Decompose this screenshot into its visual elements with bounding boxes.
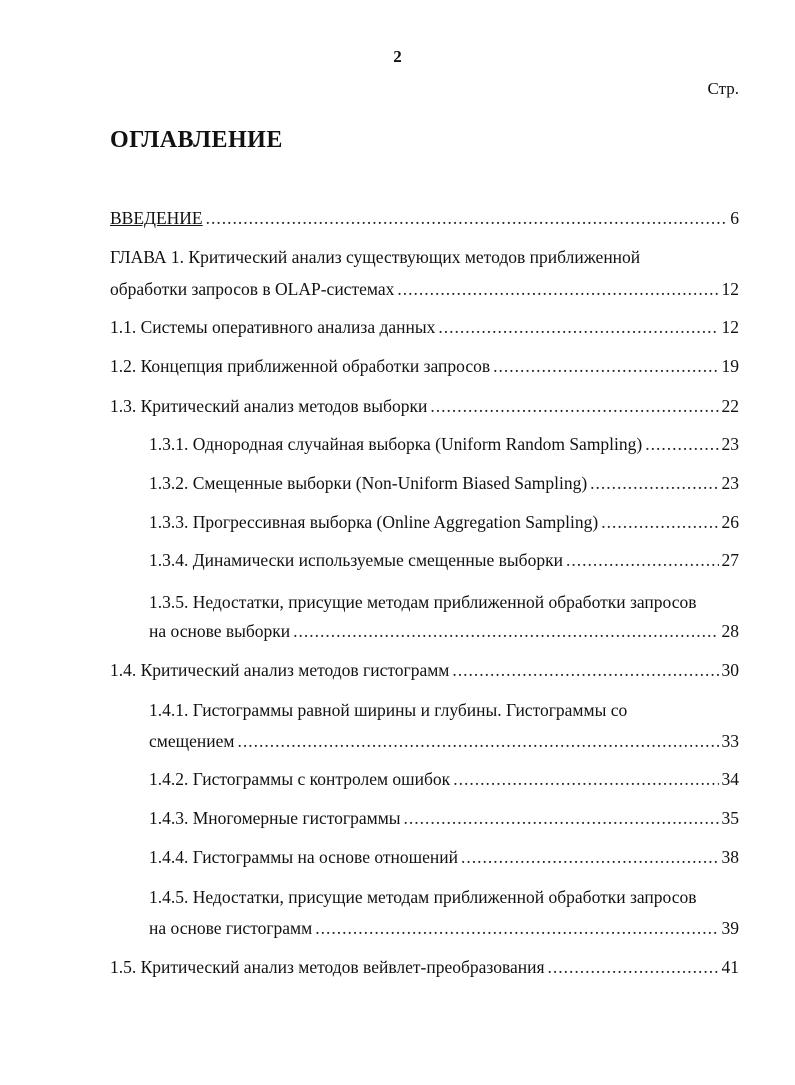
toc-entry-1-3-5 <box>149 620 739 642</box>
toc-entry-1-3-4 <box>149 549 739 571</box>
toc-entry-page: 39 <box>721 918 739 938</box>
dot-leader <box>430 395 718 417</box>
toc-entry-1-5 <box>110 956 739 978</box>
dot-leader <box>438 316 718 338</box>
toc-entry-page: 12 <box>721 279 739 299</box>
toc-entry-text: 1.3. Критический анализ методов выборки <box>110 396 428 416</box>
toc-entry-text: на основе гистограмм <box>149 918 313 938</box>
toc-entry-page: 22 <box>721 396 739 416</box>
dot-leader <box>452 659 718 681</box>
toc-entry-1-3-1 <box>149 433 739 455</box>
dot-leader <box>590 472 718 494</box>
toc-entry-page: 28 <box>721 621 739 641</box>
page-number: 2 <box>393 47 402 66</box>
toc-entry-text: 1.4.5. Недостатки, присущие методам приближенной обработки запросов <box>149 887 697 907</box>
toc-entry-text: 1.3.3. Прогрессивная выборка (Online Aggregation Sampling) <box>149 512 599 532</box>
dot-leader <box>404 807 719 829</box>
toc-entry-text: ГЛАВА 1. Критический анализ существующих методов приближенной <box>110 247 641 267</box>
toc-entry-text: 1.4.1. Гистограммы равной ширины и глубины. Гистограммы со <box>149 700 628 720</box>
toc-entry-1-3 <box>110 395 739 417</box>
dot-leader <box>548 956 719 978</box>
toc-entry-page: 23 <box>721 434 739 454</box>
toc-entry-text: обработки запросов в OLAP-системах <box>110 279 395 299</box>
toc-entry-text: 1.2. Концепция приближенной обработки запросов <box>110 356 491 376</box>
toc-entry-1-3-3 <box>149 511 739 533</box>
dot-leader <box>237 730 718 752</box>
toc-entry-page: 26 <box>721 512 739 532</box>
dot-leader <box>293 620 718 642</box>
dot-leader <box>206 207 728 229</box>
toc-entry-text: ВВЕДЕНИЕ <box>110 208 203 228</box>
toc-entry-1-4 <box>110 659 739 681</box>
toc-entry-1-4-4 <box>149 846 739 868</box>
page-column-label: Стр. <box>707 79 739 98</box>
toc-entry-1-4-5 <box>149 917 739 939</box>
toc-entry-page: 27 <box>721 550 739 570</box>
toc-entry-1-2 <box>110 355 739 377</box>
toc-entry-page: 30 <box>721 660 739 680</box>
toc-entry-text: на основе выборки <box>149 621 291 641</box>
dot-leader <box>461 846 719 868</box>
toc-entry-text: 1.4.4. Гистограммы на основе отношений <box>149 847 458 867</box>
toc-entry-1-4-1 <box>149 730 739 752</box>
toc-entry-text: 1.1. Системы оперативного анализа данных <box>110 317 436 337</box>
toc-entry-1-4-1-line1 <box>149 699 739 721</box>
dot-leader <box>453 768 718 790</box>
toc-entry-text: 1.3.2. Смещенные выборки (Non-Uniform Biased Sampling) <box>149 473 588 493</box>
toc-entry-page: 23 <box>721 473 739 493</box>
toc-entry-text: смещением <box>149 731 235 751</box>
toc-entry-text: 1.3.4. Динамически используемые смещенные выборки <box>149 550 563 570</box>
toc-entry-text: 1.3.1. Однородная случайная выборка (Uniform Random Sampling) <box>149 434 643 454</box>
toc-entry-text: 1.5. Критический анализ методов вейвлет-преобразования <box>110 957 545 977</box>
toc-entry-1-4-3 <box>149 807 739 829</box>
toc-entry-1-4-5-line1 <box>149 886 739 908</box>
dot-leader <box>397 278 718 300</box>
dot-leader <box>601 511 718 533</box>
dot-leader <box>315 917 718 939</box>
toc-entry-introduction <box>110 207 739 229</box>
toc-entry-1-3-5-line1 <box>149 591 739 613</box>
toc-entry-text: 1.3.5. Недостатки, присущие методам приближенной обработки запросов <box>149 592 697 612</box>
toc-entry-page: 6 <box>730 208 739 228</box>
toc-entry-text: 1.4.2. Гистограммы с контролем ошибок <box>149 769 451 789</box>
toc-entry-text: 1.4.3. Многомерные гистограммы <box>149 808 401 828</box>
toc-entry-1-1 <box>110 316 739 338</box>
dot-leader <box>566 549 719 571</box>
dot-leader <box>645 433 718 455</box>
toc-entry-page: 41 <box>721 957 739 977</box>
toc-entry-chapter1-line1 <box>110 246 739 268</box>
toc-entry-1-4-2 <box>149 768 739 790</box>
toc-entry-page: 38 <box>721 847 739 867</box>
toc-entry-page: 33 <box>721 731 739 751</box>
toc-entry-chapter1 <box>110 278 739 300</box>
toc-entry-page: 12 <box>721 317 739 337</box>
toc-entry-1-3-2 <box>149 472 739 494</box>
dot-leader <box>493 355 718 377</box>
toc-title: ОГЛАВЛЕНИЕ <box>110 127 283 153</box>
toc-entry-page: 34 <box>721 769 739 789</box>
toc-entry-page: 19 <box>721 356 739 376</box>
toc-entry-page: 35 <box>721 808 739 828</box>
toc-entry-text: 1.4. Критический анализ методов гистограмм <box>110 660 450 680</box>
